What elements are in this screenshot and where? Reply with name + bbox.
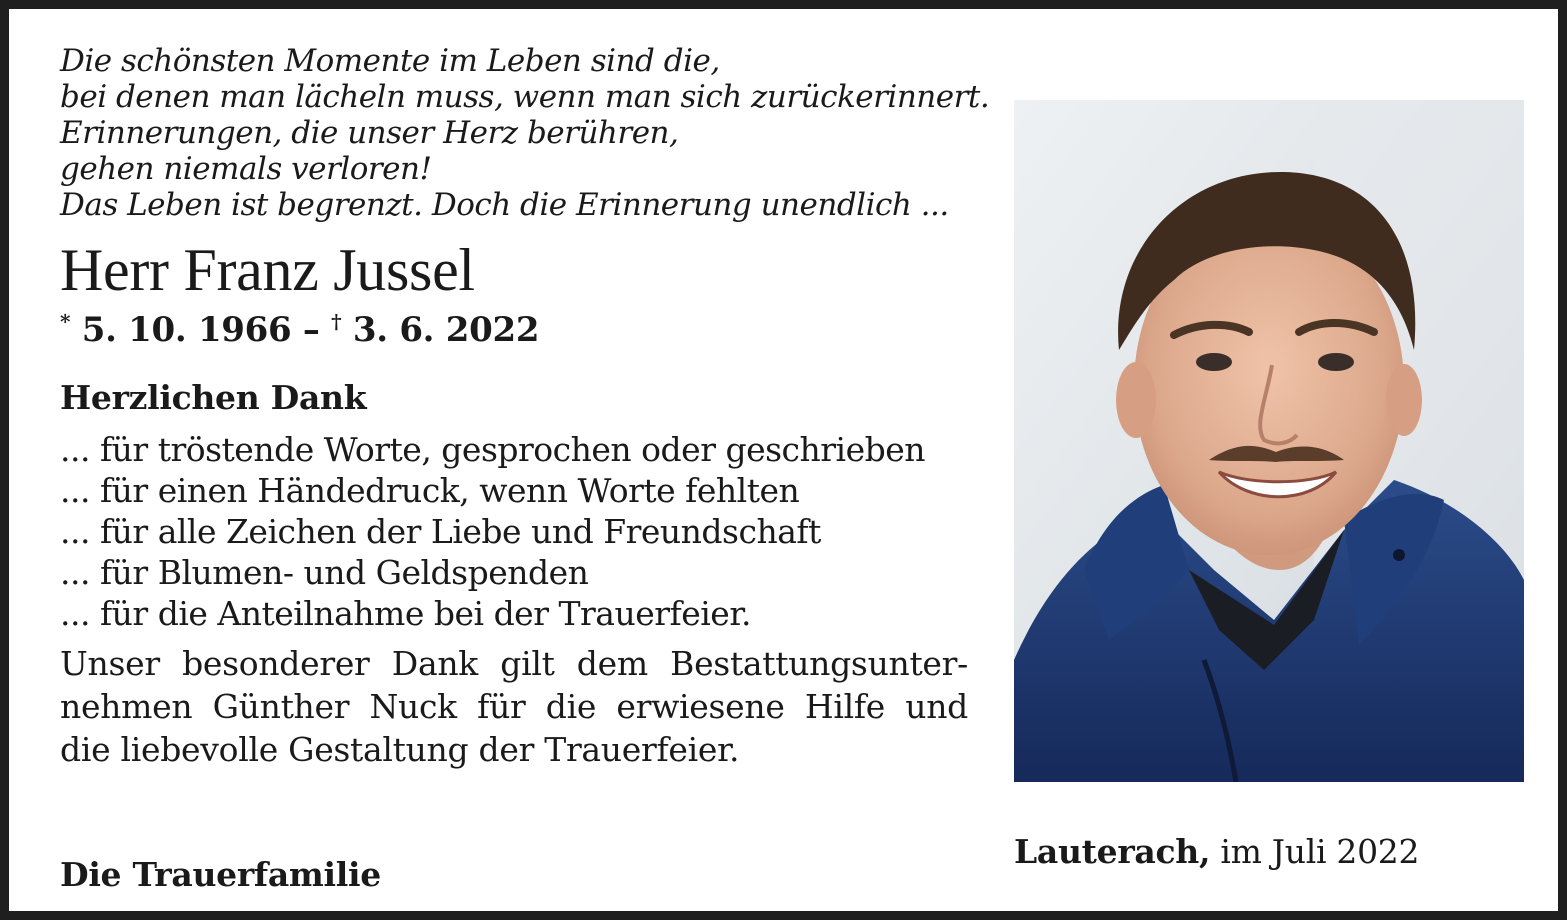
life-dates <box>60 311 980 349</box>
poem-line: Erinnerungen, die unser Herz berühren, <box>60 115 679 151</box>
death-date: 3. 6. 2022 <box>352 310 540 350</box>
portrait-illustration <box>1014 100 1524 782</box>
place-town: Lauterach, <box>1014 832 1211 871</box>
thanks-item: ... für Blumen- und Geldspenden <box>60 553 589 592</box>
birth-date: 5. 10. 1966 <box>81 310 292 350</box>
special-thanks-line: Unser besonderer Dank gilt dem Bestattungsunter- <box>60 644 968 683</box>
place-date: im Juli 2022 <box>1220 832 1420 871</box>
deceased-name: Herr Franz Jussel <box>60 237 475 303</box>
poem-line: gehen niemals verloren! <box>60 151 432 187</box>
memorial-poem <box>60 43 990 223</box>
date-separator: – <box>302 310 320 350</box>
thanks-item: ... für tröstende Worte, gesprochen oder geschrieben <box>60 430 926 469</box>
special-thanks-line: die liebevolle Gestaltung der Trauerfeier. <box>60 730 740 769</box>
special-thanks <box>60 642 968 771</box>
place-and-date <box>1014 832 1419 872</box>
death-symbol: † <box>331 309 342 334</box>
portrait-photo <box>1014 100 1524 782</box>
thanks-heading: Herzlichen Dank <box>60 378 367 417</box>
thanks-item: ... für einen Händedruck, wenn Worte fehlten <box>60 471 800 510</box>
poem-line: bei denen man lächeln muss, wenn man sich zurückerinnert. <box>60 79 990 115</box>
thanks-list <box>60 429 980 634</box>
thanks-item: ... für die Anteilnahme bei der Trauerfeier. <box>60 594 751 633</box>
birth-symbol: * <box>60 309 71 334</box>
poem-line: Das Leben ist begrenzt. Doch die Erinnerung unendlich ... <box>60 187 949 223</box>
poem-line: Die schönsten Momente im Leben sind die, <box>60 43 720 79</box>
text-column <box>60 43 990 771</box>
thanks-item: ... für alle Zeichen der Liebe und Freundschaft <box>60 512 821 551</box>
special-thanks-line: nehmen Günther Nuck für die erwiesene Hilfe und <box>60 687 968 726</box>
signature: Die Trauerfamilie <box>60 855 381 894</box>
